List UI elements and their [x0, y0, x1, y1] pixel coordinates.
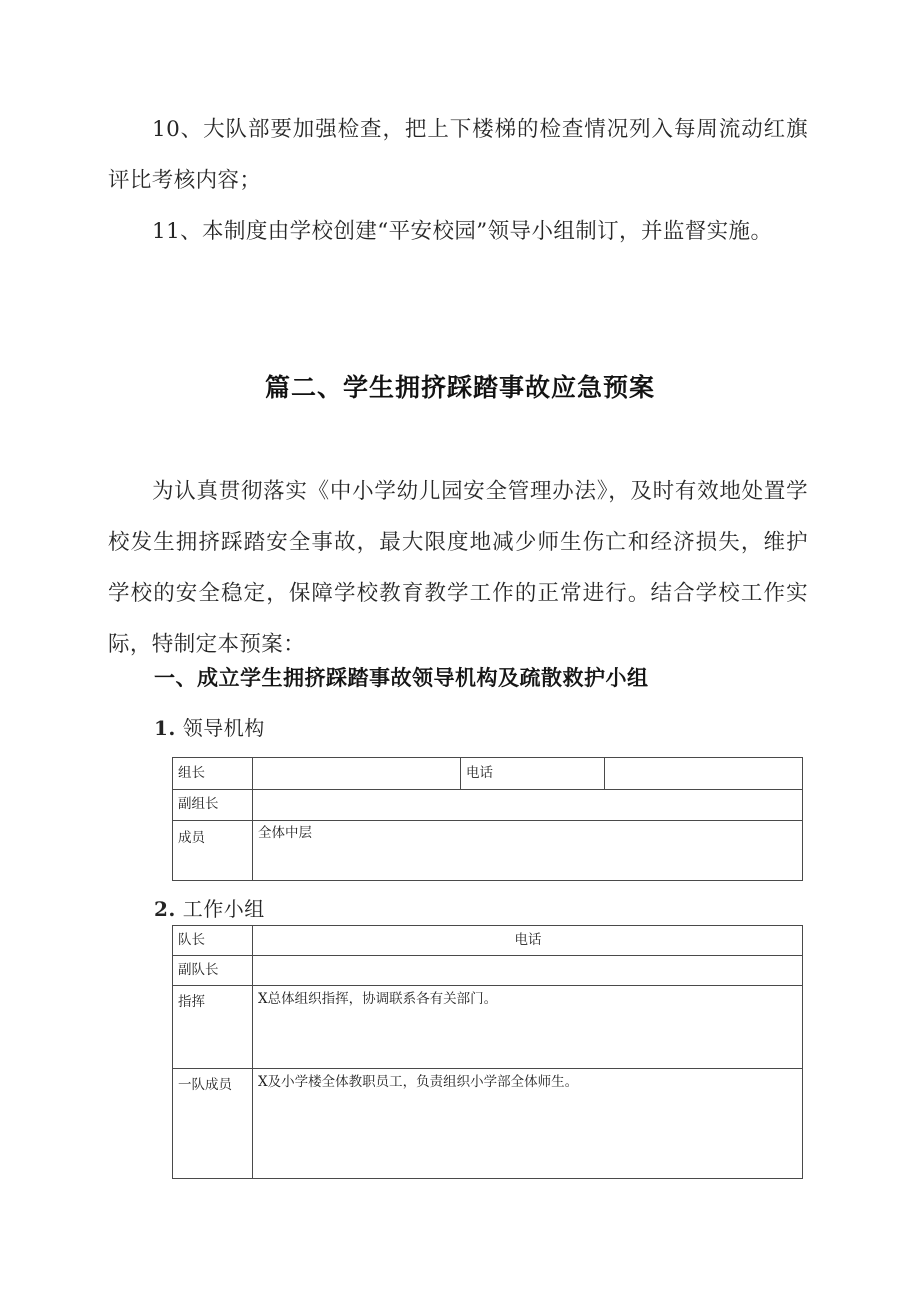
cell-leader-value[interactable] — [253, 758, 461, 790]
cell-commander-label: 指挥 — [173, 986, 253, 1069]
leadership-table — [172, 757, 803, 881]
top-paragraph-block — [108, 104, 808, 257]
cell-captain-phone-label: 电话 — [253, 926, 803, 956]
cell-team-one-label: 一队成员 — [173, 1069, 253, 1179]
cell-deputy-leader-label: 副组长 — [173, 790, 253, 821]
table-row — [173, 986, 803, 1069]
sub-label-workgroup-text: 工作小组 — [182, 897, 265, 921]
cell-deputy-leader-value[interactable] — [253, 790, 803, 821]
workgroup-table — [172, 925, 803, 1179]
cell-team-one-value[interactable]: X及小学楼全体教职员工，负责组织小学部全体师生。 — [253, 1069, 803, 1179]
cell-commander-value[interactable]: X总体组织指挥，协调联系各有关部门。 — [253, 986, 803, 1069]
table-row — [173, 758, 803, 790]
cell-deputy-captain-value[interactable] — [253, 956, 803, 986]
cell-captain-label: 队长 — [173, 926, 253, 956]
table-row — [173, 790, 803, 821]
cell-leader-phone-value[interactable] — [605, 758, 803, 790]
cell-leader-label: 组长 — [173, 758, 253, 790]
intro-paragraph-block — [108, 466, 808, 670]
cell-members-label: 成员 — [173, 821, 253, 881]
chapter-heading: 篇二、学生拥挤踩踏事故应急预案 — [264, 373, 655, 402]
cell-deputy-captain-label: 副队长 — [173, 956, 253, 986]
sub-label-leadership-text: 领导机构 — [182, 716, 265, 740]
paragraph-item-10: 10、大队部要加强检查，把上下楼梯的检查情况列入每周流动红旗评比考核内容； — [108, 117, 808, 193]
sub-label-leadership-number: 1. — [154, 716, 176, 740]
cell-members-value[interactable]: 全体中层 — [253, 821, 803, 881]
intro-paragraph: 为认真贯彻落实《中小学幼儿园安全管理办法》，及时有效地处置学校发生拥挤踩踏安全事故，最大限度地减少师生伤亡和经济损失，维护学校的安全稳定，保障学校教育教学工作的正常进行。结合学校工作实际，特制定本预案： — [108, 479, 808, 657]
cell-leader-phone-label: 电话 — [461, 758, 605, 790]
table-row — [173, 1069, 803, 1179]
table-row — [173, 926, 803, 956]
sub-label-leadership — [154, 712, 265, 741]
table-row — [173, 956, 803, 986]
sub-label-workgroup — [154, 893, 265, 922]
sub-label-workgroup-number: 2. — [154, 897, 176, 921]
section-heading-one: 一、成立学生拥挤踩踏事故领导机构及疏散救护小组 — [154, 666, 649, 690]
paragraph-item-11: 11、本制度由学校创建“平安校园”领导小组制订，并监督实施。 — [152, 219, 773, 244]
table-row — [173, 821, 803, 881]
